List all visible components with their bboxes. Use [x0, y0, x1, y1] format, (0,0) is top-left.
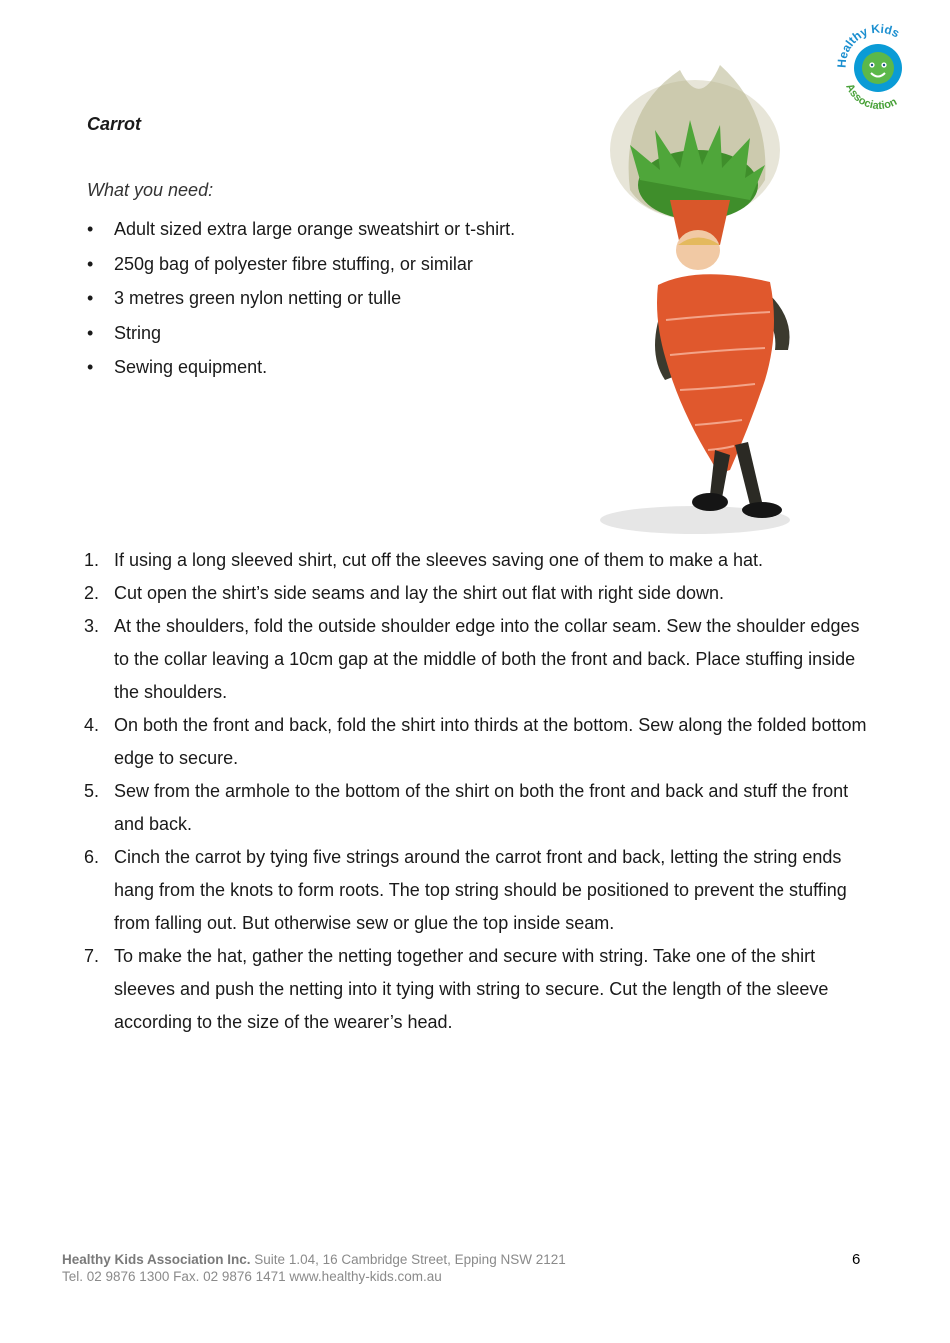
list-item: • String: [87, 322, 162, 343]
carrot-costume-photo: [570, 50, 820, 540]
list-item: • Adult sized extra large orange sweatshirt or t-shirt.: [87, 219, 516, 239]
list-item: 1. If using a long sleeved shirt, cut off the sleeves saving one of them to make a hat.: [84, 550, 764, 570]
list-item: • Sewing equipment.: [87, 357, 268, 377]
list-item: 4. On both the front and back, fold the shirt into thirds at the bottom. Sew along the folded bottom edge to secure.: [84, 715, 867, 768]
list-item: 6. Cinch the carrot by tying five strings around the carrot front and back, letting the string ends hang from the knots to form roots. The top string should be positioned to prevent the stuffing from falling out. But otherwise sew or glue the top inside seam.: [84, 847, 847, 933]
shoe-right: [742, 502, 782, 518]
logo-text-top: Healthy Kids: [834, 21, 902, 69]
logo-face: [862, 52, 894, 84]
instructions-list: [84, 544, 874, 1039]
footer-contact: Tel. 02 9876 1300 Fax. 02 9876 1471 www.healthy-kids.com.au: [62, 1269, 442, 1284]
healthy-kids-logo: [832, 18, 924, 110]
footer: [62, 1251, 566, 1285]
list-item: 3. At the shoulders, fold the outside shoulder edge into the collar seam. Sew the shoulder edges to the collar leaving a 10cm gap at the middle of both the front and back. Place stuffing inside the shoulders.: [84, 616, 860, 702]
page-number: 6: [852, 1251, 861, 1268]
green-netting: [610, 65, 780, 220]
list-item: • 3 metres green nylon netting or tulle: [87, 288, 402, 308]
shoe-left: [692, 493, 728, 511]
page-title: Carrot: [87, 114, 142, 134]
list-item: 7. To make the hat, gather the netting together and secure with string. Take one of the shirt sleeves and push the netting into it tying with string to secure. Cut the length of the sleeve according to the size of the wearer’s head.: [84, 946, 829, 1032]
footer-org: Healthy Kids Association Inc.: [62, 1252, 251, 1267]
footer-address: Suite 1.04, 16 Cambridge Street, Epping NSW 2121: [250, 1252, 566, 1267]
list-item: 2. Cut open the shirt’s side seams and lay the shirt out flat with right side down.: [84, 583, 724, 603]
logo-text-bottom: Association: [843, 81, 899, 110]
footer-address-line: [62, 1251, 566, 1268]
list-item: • 250g bag of polyester fibre stuffing, or similar: [87, 253, 473, 274]
list-item: 5. Sew from the armhole to the bottom of the shirt on both the front and back and stuff the front and back.: [84, 781, 849, 834]
needs-list: [87, 212, 515, 385]
child-face: [676, 230, 720, 270]
needs-heading: What you need:: [87, 180, 214, 200]
carrot-body: [657, 274, 774, 471]
